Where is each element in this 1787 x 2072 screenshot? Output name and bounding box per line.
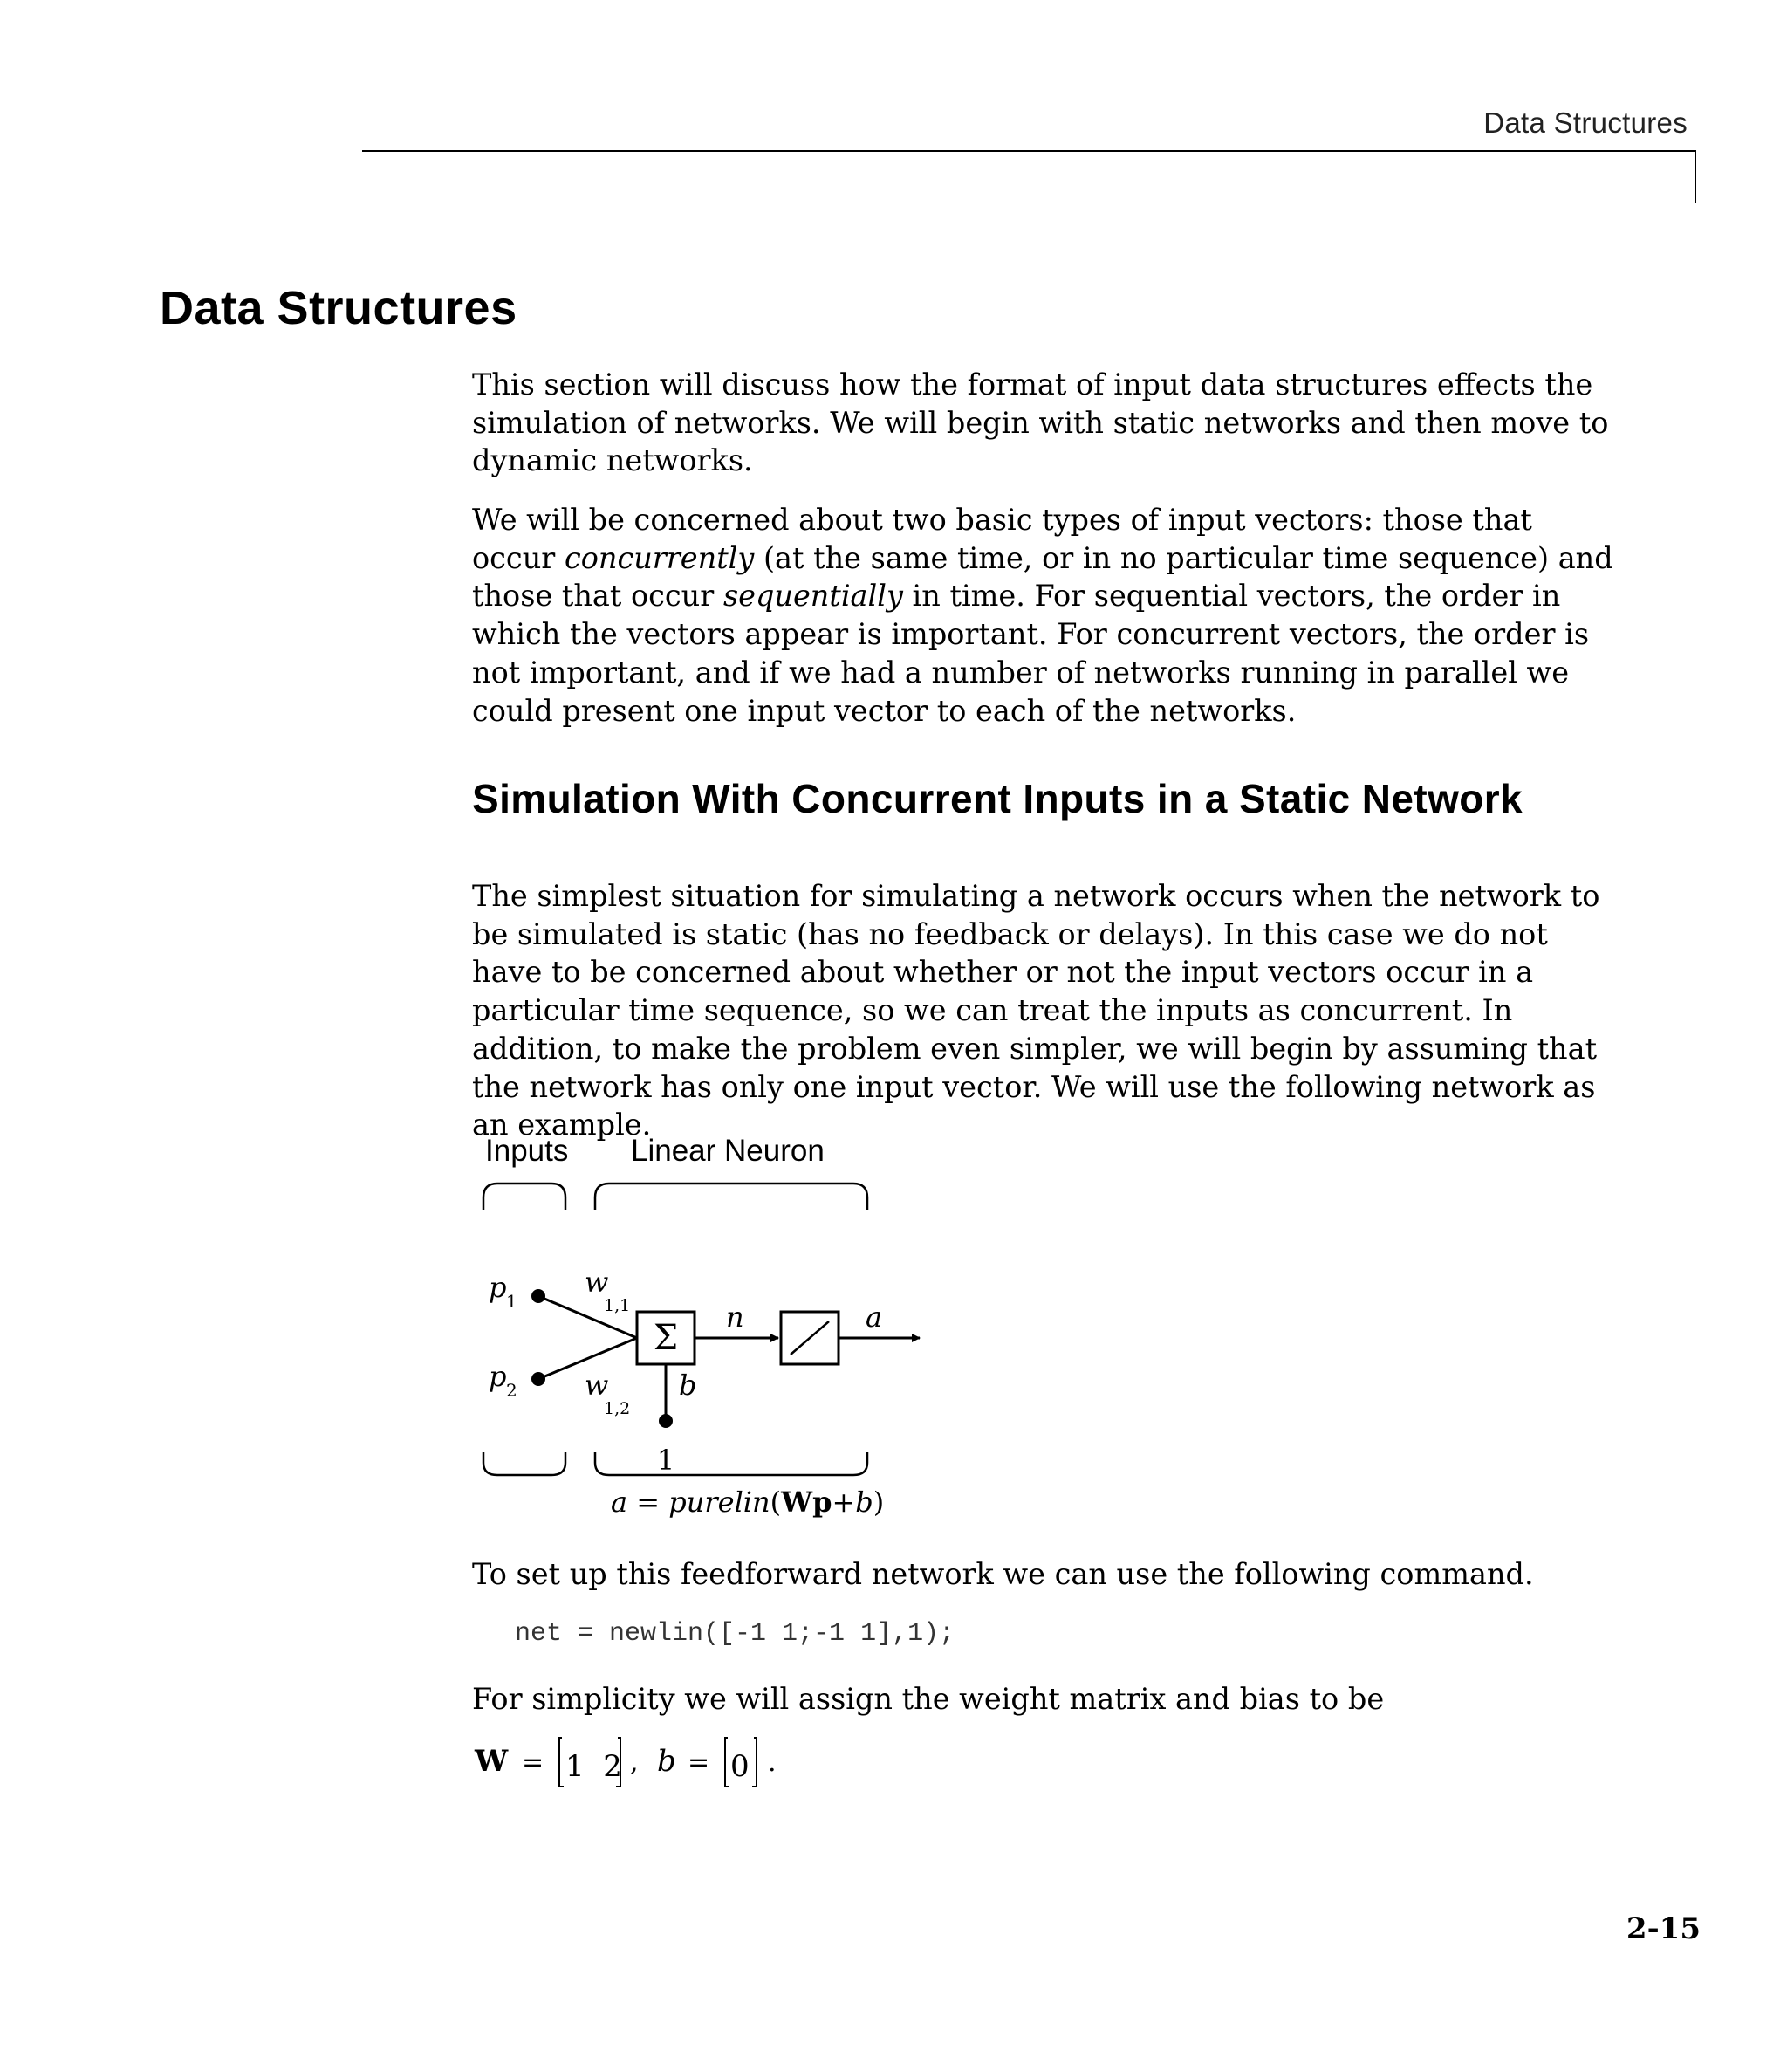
inputs-label: Inputs [485, 1134, 569, 1168]
intro-p2-part1: We will be concerned about two basic types of input vectors: those that occur [472, 503, 1532, 575]
w12-symbol: w [585, 1369, 609, 1402]
page-number: 2-15 [1626, 1911, 1701, 1946]
inputs-bottom-brace [483, 1452, 565, 1475]
intro-text-2 [472, 501, 1624, 730]
setup-paragraph [472, 1555, 1624, 1594]
n-label: n [726, 1300, 744, 1334]
inputs-top-brace [483, 1184, 565, 1210]
W-equals: = [522, 1747, 544, 1778]
b-right-bracket [752, 1738, 757, 1787]
concurrently-em: concurrently [564, 540, 755, 575]
p1-symbol: p [489, 1271, 507, 1304]
p2-symbol: p [489, 1360, 507, 1393]
a-label: a [866, 1300, 883, 1334]
p1-subscript: 1 [506, 1291, 517, 1312]
running-header: Data Structures [1483, 106, 1688, 139]
neuron-bottom-brace [595, 1452, 867, 1475]
intro-p2-part3: in time. For sequential vectors, the order in which the vectors appear is important. For concurrent vectors, the order is not important, and if we had a number of networks running in parallel we could present one input vector to each of the networks. [472, 579, 1590, 728]
network-formula: a = purelin(Wp+b) [611, 1485, 885, 1519]
section-title: Data Structures [160, 282, 517, 334]
w11-subscript: 1,1 [604, 1296, 631, 1315]
p2-subscript: 2 [506, 1380, 517, 1401]
b-value: 0 [730, 1749, 750, 1784]
b-label: b [679, 1369, 697, 1402]
neuron-top-brace [595, 1184, 867, 1210]
assign-text: For simplicity we will assign the weight matrix and bias to be [472, 1682, 1385, 1716]
intro-paragraph-2 [472, 501, 1624, 730]
W-values: 1 2 [565, 1749, 622, 1784]
setup-text: To set up this feedforward network we can use the following command. [472, 1557, 1534, 1591]
sum-symbol: Σ [653, 1318, 679, 1358]
intro-p2-part2: (at the same time, or in no particular time sequence) and those that occur [472, 540, 1613, 614]
header-tick [1695, 150, 1696, 203]
linear-neuron-label: Linear Neuron [631, 1134, 825, 1168]
assign-paragraph [472, 1680, 1624, 1719]
b-symbol: b [657, 1744, 676, 1779]
W-symbol: W [475, 1744, 509, 1779]
b-left-bracket [725, 1738, 729, 1787]
bias-input-one: 1 [656, 1444, 675, 1477]
subsection-title: Simulation With Concurrent Inputs in a Static Network [472, 776, 1523, 821]
weight-bias-equation [471, 1732, 820, 1794]
intro-text-1: This section will discuss how the format of input data structures effects the simulation of networks. We will begin with static networks and then move to dynamic networks. [472, 367, 1609, 478]
linear-neuron-diagram [471, 1126, 942, 1527]
bias-node [659, 1414, 673, 1428]
w12-subscript: 1,2 [604, 1399, 631, 1418]
code-line: net = newlin([-1 1;-1 1],1); [515, 1619, 955, 1649]
intro-paragraph-1 [472, 366, 1624, 480]
sequentially-em: sequentially [722, 579, 903, 614]
w-left-bracket [559, 1738, 564, 1787]
subsection-paragraph [472, 877, 1624, 1144]
eq-comma: , [630, 1747, 639, 1778]
subsection-text: The simplest situation for simulating a network occurs when the network to be simulated is static (has no feedback or delays). In this case we do not have to be concerned about whether or not the input vectors occur in a particular time sequence, so we can treat the inputs as concurrent. In addition, to make the problem even simpler, we will begin by assuming that the network has only one input vector. We will use the following network as an example. [472, 879, 1600, 1142]
w11-symbol: w [585, 1266, 609, 1299]
b-equals: = [688, 1747, 710, 1778]
eq-period: . [768, 1747, 777, 1778]
header-rule [362, 150, 1695, 152]
